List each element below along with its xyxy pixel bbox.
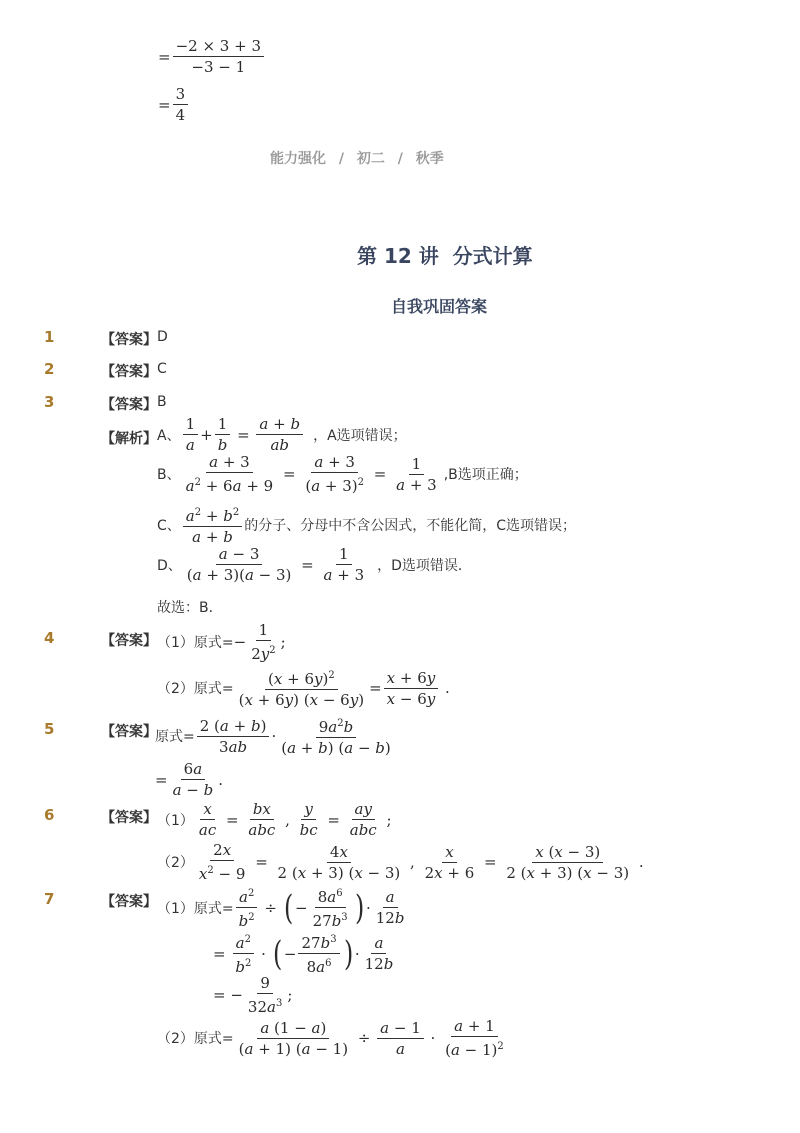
q4-part-1: （1） 原式= − $\frac{1}{2y^2}$ ; — [157, 621, 286, 663]
question-number: 2 — [44, 360, 55, 378]
analysis-label: 【解析】 — [101, 431, 157, 447]
q6-part-2: （2） $\frac{2x}{x^2 - 9}$ = $\frac{4x}{2 (x + 3) (x - 3)}$ , $\frac{x}{2x + 6}$ = $\frac{x (x - 3)}{2 (x + 3) (x - 3)}$ . — [157, 841, 644, 883]
breadcrumb — [270, 148, 444, 168]
option-note: ，D选项错误． — [377, 557, 472, 574]
answer-label: 【答案】 — [101, 332, 157, 348]
breadcrumb-item: 秋季 — [415, 151, 444, 167]
q4-part-2: （2） 原式= $\frac{(x + 6y)^2}{(x + 6y) (x - 6y)}$ = $\frac{x + 6y}{x - 6y}$ . — [157, 666, 450, 710]
option-note: ，A选项错误； — [313, 427, 407, 444]
q6-part-1: （1） $\frac{x}{ac}$ = $\frac{bx}{\text{abc}}$ , $\frac{y}{bc}$ = $\frac{ay}{\text{abc}}$ ; — [157, 800, 392, 839]
part-label: （1） — [157, 635, 194, 651]
q5-step-1: 原式= $\frac{2 (a + b)}{3ab}$ · $\frac{9a^2b}{(a + b) (a - b)}$ — [155, 714, 396, 758]
q7-step-3: = − $\frac{9}{32a^3}$ ; — [213, 974, 293, 1016]
part-label: （2） — [157, 1031, 194, 1047]
answer-label: 【答案】 — [101, 633, 157, 649]
section-title: 自我巩固答案 — [391, 297, 488, 316]
option-label: A、 — [157, 427, 181, 444]
q5-step-2: = $\frac{6a}{a - b}$ . — [155, 760, 224, 799]
question-number: 3 — [44, 393, 55, 411]
option-label: D、 — [157, 557, 182, 574]
part-label: （1） — [157, 900, 194, 917]
conclusion-text: 故选：B． — [157, 600, 223, 616]
prev-step-2: = $\frac{3}{4}$ — [158, 84, 190, 125]
question-number: 4 — [44, 629, 55, 647]
q7-step-2: = $\frac{a^2}{b^2}$ · ( − $\frac{27b^3}{8a^6}$ ) · $\frac{a}{12b}$ — [213, 930, 398, 977]
question-number: 5 — [44, 720, 55, 738]
option-label: B、 — [157, 467, 181, 483]
answer-value: C — [157, 361, 167, 377]
prev-step-1: = $\frac{-2 \times 3 + 3}{-3 - 1}$ — [158, 36, 266, 77]
answer-value: D — [157, 329, 168, 345]
answer-label: 【答案】 — [101, 810, 157, 826]
original-label: 原式= — [193, 900, 234, 917]
analysis-c: C、 $\frac{a^2 + b^2}{a + b}$ 的分子、分母中不含公因式，不能化简，C选项错误； — [157, 503, 576, 547]
part-label: （2） — [157, 681, 194, 697]
q7-part-1: （1） 原式= $\frac{a^2}{b^2}$ ÷ ( − $\frac{8a^6}{27b^3}$ ) · $\frac{a}{12b}$ — [157, 884, 409, 931]
question-number: 1 — [44, 328, 55, 346]
page-title: 第 12 讲 分式计算 — [357, 244, 533, 268]
original-label: 原式= — [193, 681, 234, 697]
analysis-b: B、 $\frac{a + 3}{a^2 + 6a + 9}$ = $\frac{a + 3}{(a + 3)^2}$ = $\frac{1}{a + 3}$ ,B选项正确； — [157, 453, 528, 495]
original-label: 原式= — [193, 1031, 234, 1047]
original-label: 原式= — [155, 729, 195, 745]
answer-label: 【答案】 — [101, 397, 157, 413]
breadcrumb-item: 能力强化 — [270, 151, 326, 167]
option-label: C、 — [157, 518, 181, 534]
breadcrumb-separator: / — [397, 151, 403, 167]
part-label: （2） — [157, 855, 194, 871]
analysis-a: A、 $\frac{1}{a}$ + $\frac{1}{b}$ = $\frac{a + b}{ab}$ ，A选项错误； — [157, 415, 407, 454]
q7-part-2: （2） 原式= $\frac{a (1 - a)}{(a + 1) (a - 1)}$ ÷ $\frac{a - 1}{a}$ · $\frac{a + 1}{(a - 1)^2}$ — [157, 1017, 504, 1059]
answer-label: 【答案】 — [101, 894, 157, 910]
original-label: 原式= — [193, 635, 234, 651]
breadcrumb-separator: / — [338, 151, 344, 167]
answer-label: 【答案】 — [101, 724, 157, 740]
option-note: 的分子、分母中不含公因式，不能化简，C选项错误； — [244, 518, 576, 534]
answer-value: B — [157, 394, 167, 410]
answer-label: 【答案】 — [101, 364, 157, 380]
analysis-d: D、 $\frac{a - 3}{(a + 3)(a - 3)}$ = $\frac{1}{a + 3}$ ，D选项错误． — [157, 545, 472, 584]
question-number: 6 — [44, 806, 55, 824]
question-number: 7 — [44, 890, 55, 908]
breadcrumb-item: 初二 — [356, 151, 385, 167]
option-note: ,B选项正确； — [443, 467, 528, 483]
part-label: （1） — [157, 812, 194, 829]
